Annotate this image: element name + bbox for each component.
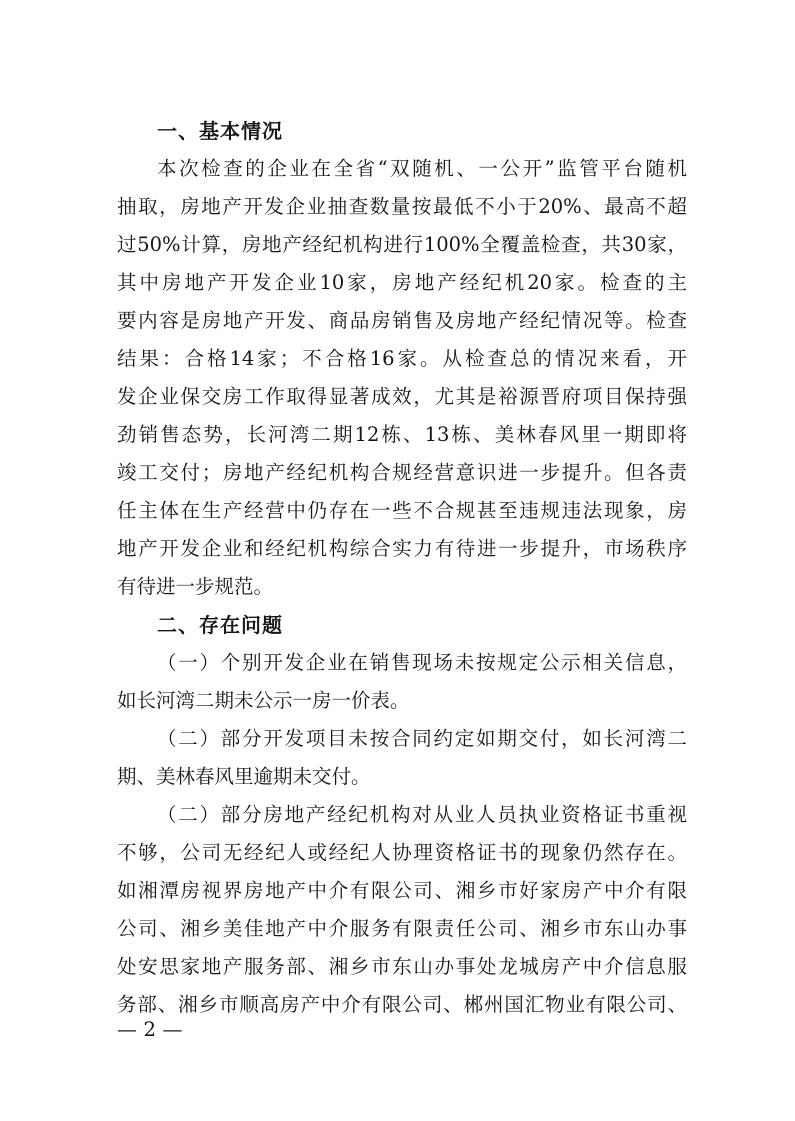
paragraph-line: 抽取，房地产开发企业抽查数量按最低不小于20%、最高不超: [117, 195, 687, 218]
paragraph-line: 要内容是房地产开发、商品房销售及房地产经纪情况等。检查: [117, 309, 687, 332]
problem-item-3-line: 处安思家地产服务部、湘乡市东山办事处龙城房产中介信息服: [117, 955, 687, 978]
paragraph-line: 劲销售态势，长河湾二期12栋、13栋、美林春风里一期即将: [117, 423, 687, 446]
problem-item-3-line: 如湘潭房视界房地产中介有限公司、湘乡市好家房产中介有限: [117, 879, 687, 902]
problem-item-3-line: 不够，公司无经纪人或经纪人协理资格证书的现象仍然存在。: [117, 841, 687, 864]
problem-item-3-line: （二）部分房地产经纪机构对从业人员执业资格证书重视: [157, 803, 687, 826]
problem-item-2-line: （二）部分开发项目未按合同约定如期交付，如长河湾二: [157, 727, 687, 750]
paragraph-line: 任主体在生产经营中仍存在一些不合规甚至违规违法现象，房: [117, 499, 687, 522]
paragraph-line: 有待进一步规范。: [117, 575, 274, 598]
section-heading-basic-situation: 一、基本情况: [157, 119, 283, 143]
problem-item-1-line: （一）个别开发企业在销售现场未按规定公示相关信息，: [157, 651, 687, 674]
problem-item-1-line: 如长河湾二期未公示一房一价表。: [117, 689, 410, 712]
section-heading-existing-problems: 二、存在问题: [157, 613, 283, 637]
paragraph-line: 本次检查的企业在全省“双随机、一公开”监管平台随机: [157, 157, 687, 180]
page-number: — 2 —: [117, 1017, 183, 1041]
problem-item-2-line: 期、美林春风里逾期未交付。: [117, 765, 371, 788]
paragraph-line: 结果：合格14家；不合格16家。从检查总的情况来看，开: [117, 347, 687, 370]
paragraph-line: 地产开发企业和经纪机构综合实力有待进一步提升，市场秩序: [117, 537, 687, 560]
paragraph-line: 过50%计算，房地产经纪机构进行100%全覆盖检查，共30家，: [117, 233, 687, 256]
problem-item-3-line: 公司、湘乡美佳地产中介服务有限责任公司、湘乡市东山办事: [117, 917, 687, 940]
paragraph-line: 竣工交付；房地产经纪机构合规经营意识进一步提升。但各责: [117, 461, 687, 484]
problem-item-3-line: 务部、湘乡市顺高房产中介有限公司、郴州国汇物业有限公司、: [117, 993, 687, 1016]
paragraph-line: 其中房地产开发企业10家，房地产经纪机20家。检查的主: [117, 271, 687, 294]
document-body: [117, 112, 687, 1024]
paragraph-line: 发企业保交房工作取得显著成效，尤其是裕源晋府项目保持强: [117, 385, 687, 408]
